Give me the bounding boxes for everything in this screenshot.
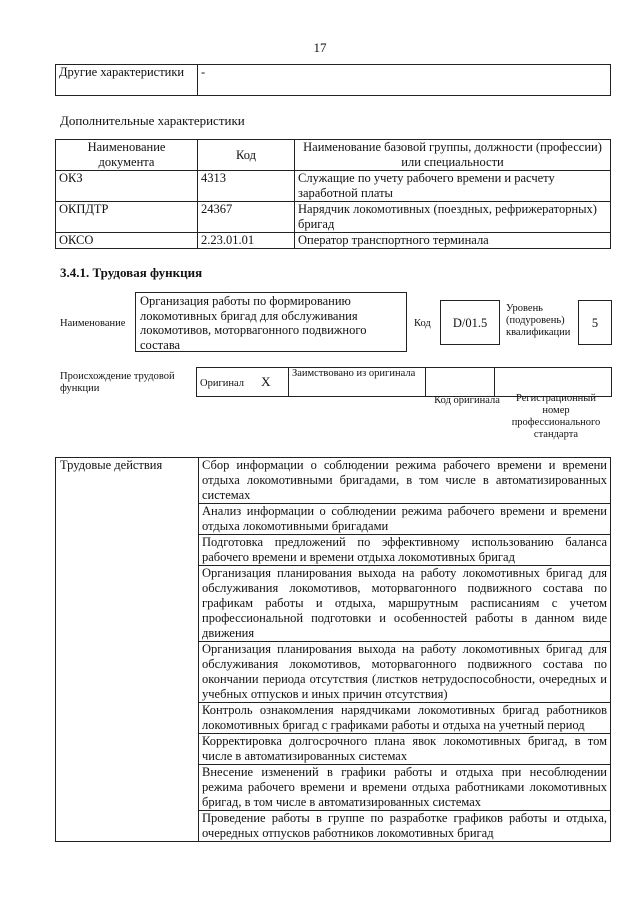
labor-action-item: Организация планирования выхода на работу локомотивных бригад для обслуживания локомотивов, моторвагонного подвижного состава по окончании периода отсутствия (листков нетрудоспособности, очередных и учебных отпусков и иных причин отсутствия) bbox=[199, 642, 611, 703]
original-mark: X bbox=[261, 374, 271, 389]
tf-name-box bbox=[135, 292, 407, 352]
header-group: Наименование базовой группы, должности (профессии) или специальности bbox=[295, 140, 611, 171]
labor-action-item: Анализ информации о соблюдении режима рабочего времени и времени отдыха локомотивными бригадами bbox=[199, 504, 611, 535]
borrowed-label: Заимствовано из оригинала bbox=[289, 368, 426, 397]
other-characteristics-label: Другие характеристики bbox=[56, 65, 198, 96]
additional-characteristics-title: Дополнительные характеристики bbox=[60, 113, 245, 128]
tf-level-box bbox=[578, 300, 612, 345]
row-code: 2.23.01.01 bbox=[198, 233, 295, 249]
origin-code-cell bbox=[426, 368, 495, 397]
labor-action-item: Контроль ознакомления нарядчиками локомотивных бригад работников локомотивных бригад с графиками работы и отдыха на учетный период bbox=[199, 703, 611, 734]
row-name: Оператор транспортного терминала bbox=[295, 233, 611, 249]
labor-action-item: Корректировка долгосрочного плана явок локомотивных бригад, в том числе в автоматизированных системах bbox=[199, 734, 611, 765]
row-code: 24367 bbox=[198, 202, 295, 233]
tf-name-label: Наименование bbox=[60, 318, 126, 329]
tf-code-box bbox=[440, 300, 500, 345]
origin-label: Происхождение трудовой функции bbox=[60, 371, 175, 394]
code-caption: Код оригинала bbox=[434, 395, 500, 406]
page-number: 17 bbox=[313, 40, 327, 55]
row-name: Нарядчик локомотивных (поездных, рефрижераторных) бригад bbox=[295, 202, 611, 233]
labor-action-item: Сбор информации о соблюдении режима рабочего времени и времени отдыха локомотивными бригадами, в том числе в автоматизированных системах bbox=[199, 458, 611, 504]
original-cell bbox=[197, 368, 289, 397]
tf-level-value: 5 bbox=[591, 316, 599, 330]
tf-code-value: D/01.5 bbox=[452, 316, 488, 330]
header-document: Наименование документа bbox=[56, 140, 198, 171]
row-doc: ОКПДТР bbox=[56, 202, 198, 233]
labor-action-item: Организация планирования выхода на работу локомотивных бригад для обслуживания локомотивов, моторвагонного подвижного состава по графикам работы и отдыха, маршрутным расписаниям с учетом профессиональной подготовки и особенностей работы в данном виде движения bbox=[199, 566, 611, 642]
labor-actions-table bbox=[55, 457, 611, 842]
other-characteristics-table bbox=[55, 64, 611, 96]
reg-caption: Регистрационный номер профессионального стандарта bbox=[511, 393, 601, 440]
section-title: 3.4.1. Трудовая функция bbox=[60, 265, 203, 280]
other-characteristics-value: - bbox=[198, 65, 611, 96]
row-code: 4313 bbox=[198, 171, 295, 202]
tf-code-label: Код bbox=[414, 318, 431, 329]
row-doc: ОКСО bbox=[56, 233, 198, 249]
table-row bbox=[56, 233, 611, 249]
labor-action-item: Подготовка предложений по эффективному использованию баланса рабочего времени и времени отдыха локомотивных бригад bbox=[199, 535, 611, 566]
tf-name-value: Организация работы по формированию локомотивных бригад для обслуживания локомотивов, моторвагонного подвижного состава bbox=[140, 294, 367, 352]
labor-actions-label: Трудовые действия bbox=[56, 458, 199, 842]
labor-action-item: Внесение изменений в графики работы и отдыха при несоблюдении режима рабочего времени и времени отдыха работниками локомотивных бригад, в том числе в автоматизированных системах bbox=[199, 765, 611, 811]
table-row bbox=[56, 202, 611, 233]
header-code: Код bbox=[198, 140, 295, 171]
original-label: Оригинал bbox=[200, 378, 244, 389]
labor-action-item: Проведение работы в группе по разработке графиков работы и отдыха, очередных отпусков работников локомотивных бригад bbox=[199, 811, 611, 842]
tf-level-label: Уровень (подуровень) квалификации bbox=[506, 303, 571, 338]
table-row bbox=[56, 171, 611, 202]
additional-characteristics-table bbox=[55, 139, 611, 249]
row-doc: ОКЗ bbox=[56, 171, 198, 202]
row-name: Служащие по учету рабочего времени и расчету заработной платы bbox=[295, 171, 611, 202]
